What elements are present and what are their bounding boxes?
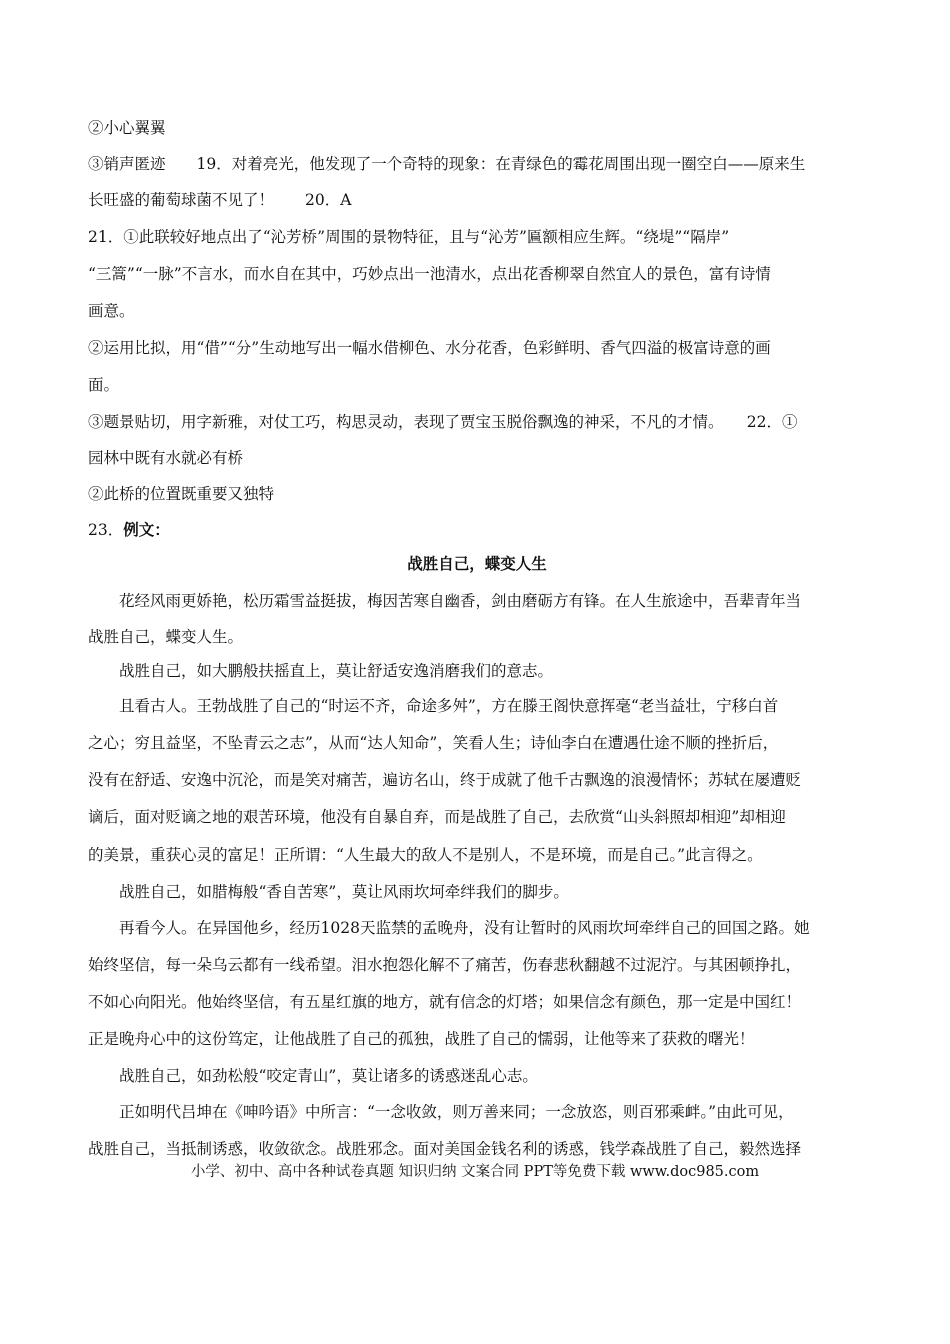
essay-line: 战胜自己，当抵制诱惑，收敛欲念。战胜邪念。面对美国金钱名利的诱惑，钱学森战胜了自己，毅然选择	[88, 1140, 802, 1158]
essay-line: 谪后，面对贬谪之地的艰苦环境，他没有自暴自弃，而是战胜了自己，去欣赏“山头斜照却相迎”却相迎	[88, 808, 786, 826]
essay-line: 战胜自己，如腊梅般“香自苦寒”，莫让风雨坎坷牵绊我们的脚步。	[119, 883, 569, 901]
answer-line: 长旺盛的葡萄球菌不见了！ 20．A	[88, 191, 352, 209]
essay-line: 战胜自己，如大鹏般扶摇直上，莫让舒适安逸消磨我们的意志。	[119, 662, 554, 680]
answer-line: “三篙”“一脉”不言水，而水自在其中，巧妙点出一池清水，点出花香柳翠自然宜人的景色，富有诗情	[88, 265, 771, 283]
essay-line: 始终坚信，每一朵乌云都有一线希望。泪水抱怨化解不了痛苦，伤春悲秋翻越不过泥泞。与其困顿挣扎，	[88, 956, 802, 974]
answer-line: 面。	[88, 376, 120, 394]
essay-line: 正如明代吕坤在《呻吟语》中所言：“一念收敛，则万善来同；一念放恣，则百邪乘衅。”由此可见，	[119, 1103, 794, 1121]
answer-line: 21．①此联较好地点出了“沁芳桥”周围的景物特征，且与“沁芳”匾额相应生辉。“绕堤”“隔岸”	[88, 228, 730, 246]
answer-line: 画意。	[88, 302, 135, 320]
answer-line: ②小心翼翼	[88, 119, 166, 137]
essay-title: 战胜自己，蝶变人生	[407, 554, 547, 573]
question-number: 23．	[88, 521, 124, 539]
answer-line: ②此桥的位置既重要又独特	[88, 485, 275, 503]
answer-line: ②运用比拟，用“借”“分”生动地写出一幅水借柳色、水分花香，色彩鲜明、香气四溢的极富诗意的画	[88, 339, 771, 357]
page-footer: 小学、初中、高中各种试卷真题 知识归纳 文案合同 PPT等免费下载 www.doc985.com	[190, 1164, 760, 1180]
essay-line: 的美景，重获心灵的富足！正所谓：“人生最大的敌人不是别人，不是环境，而是自己。”此言得之。	[88, 846, 763, 864]
answer-line: ③销声匿迹 19．对着亮光，他发现了一个奇特的现象：在青绿色的霉花周围出现一圈空白——原来生	[88, 155, 806, 173]
example-label: 例文：	[123, 520, 170, 539]
essay-line: 不如心向阳光。他始终坚信，有五星红旗的地方，就有信念的灯塔；如果信念有颜色，那一定是中国红！	[88, 993, 802, 1011]
essay-line: 战胜自己，蝶变人生。	[88, 628, 244, 646]
essay-line: 花经风雨更娇艳，松历霜雪益挺拔，梅因苦寒自幽香，剑由磨砺方有锋。在人生旅途中，吾辈青年当	[119, 592, 802, 610]
answer-line: ③题景贴切，用字新雅，对仗工巧，构思灵动，表现了贾宝玉脱俗飘逸的神采，不凡的才情。 22．①	[88, 413, 798, 431]
question-label	[88, 518, 866, 542]
essay-line: 且看古人。王勃战胜了自己的“时运不齐，命途多舛”，方在滕王阁快意挥毫“老当益壮，宁移白首	[119, 697, 779, 715]
essay-line: 战胜自己，如劲松般“咬定青山”，莫让诸多的诱惑迷乱心志。	[119, 1067, 538, 1085]
essay-line: 之心；穷且益坚，不坠青云之志”，从而“达人知命”，笑看人生；诗仙李白在遭遇仕途不顺的挫折后，	[88, 734, 779, 752]
essay-line: 没有在舒适、安逸中沉沦，而是笑对痛苦，遍访名山，终于成就了他千古飘逸的浪漫情怀；苏轼在屡遭贬	[88, 771, 802, 789]
essay-line: 再看今人。在异国他乡，经历1028天监禁的孟晚舟，没有让暂时的风雨坎坷牵绊自己的回国之路。她	[119, 919, 810, 937]
essay-line: 正是晚舟心中的这份笃定，让他战胜了自己的孤独，战胜了自己的懦弱，让他等来了获救的曙光！	[88, 1030, 755, 1048]
answer-line: 园林中既有水就必有桥	[88, 449, 244, 467]
